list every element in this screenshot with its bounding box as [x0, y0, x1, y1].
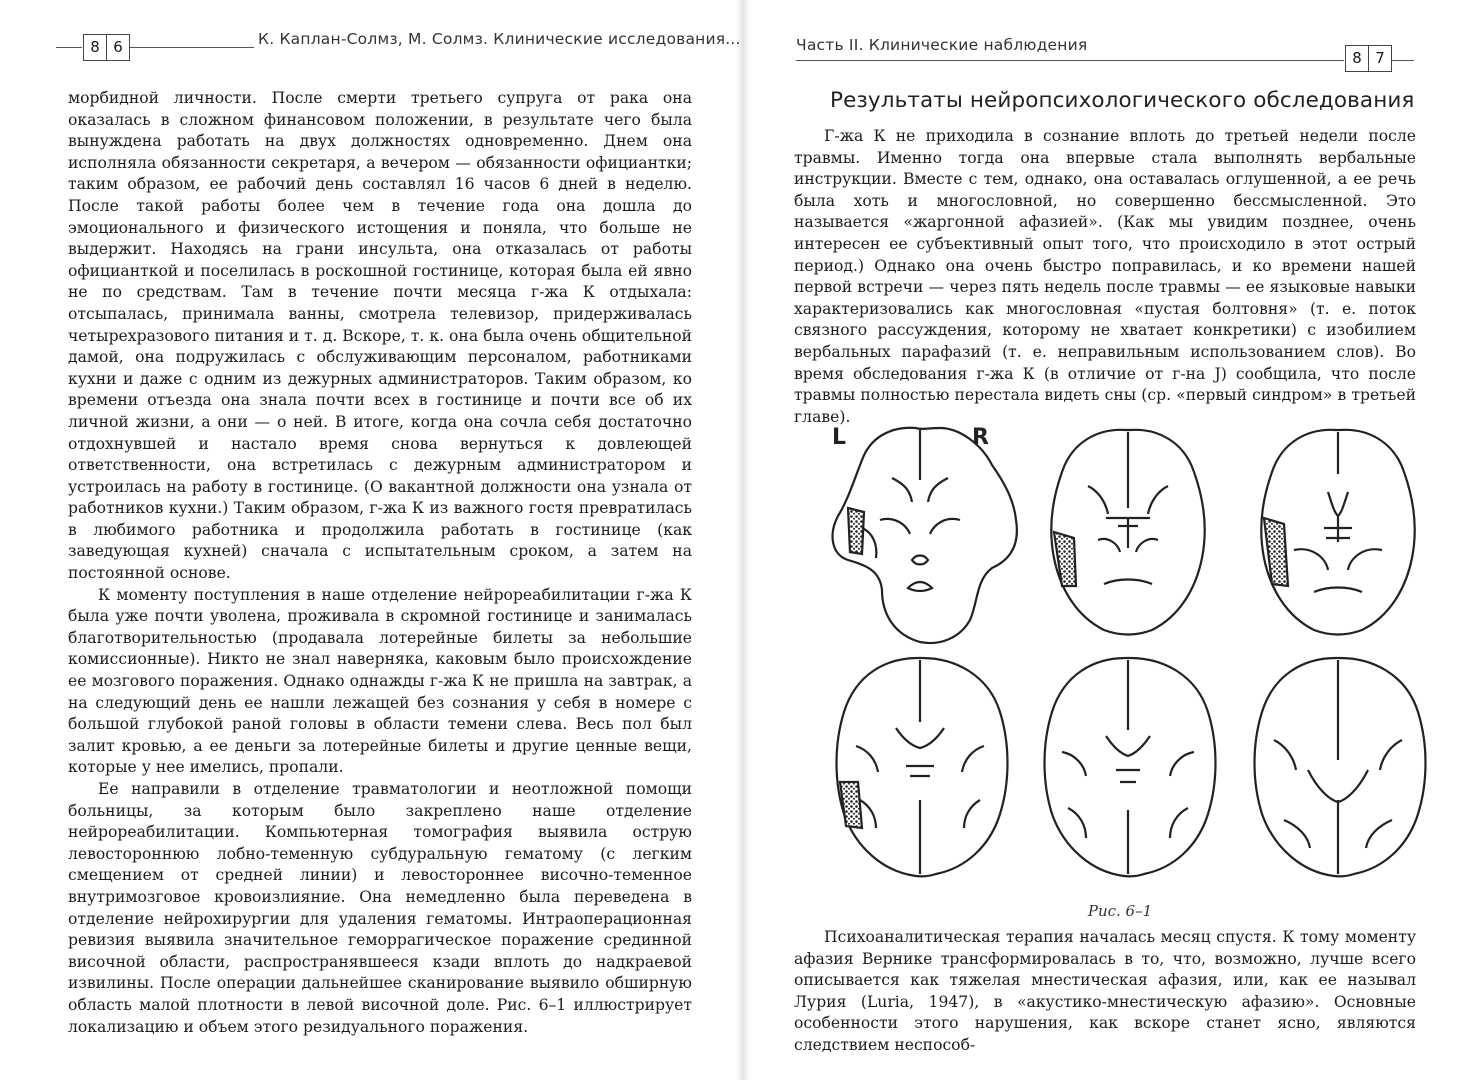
book-gutter: [736, 0, 750, 1080]
ct-slice: [1045, 658, 1216, 876]
brain-ct-figure: [820, 420, 1420, 920]
figure-label-left: L: [832, 425, 847, 450]
paragraph: К моменту поступления в наше отделение нейрореабилитации г-жа К была уже почти уволена, проживала в скромной гостинице и занималась благотворительностью (продавала лотерейные билеты за небольшие комиссионные). Никто не знал наверняка, каковым было происхождение ее мозгового поражения. Однако однажды г-жа К не пришла на завтрак, а на следующий день ее нашли лежащей без сознания у себя в номере с большой глубокой раной головы в области темени слева. Весь пол был залит кровью, а ее деньги за лотерейные билеты и другие ценные вещи, которые у нее имелись, пропали.: [68, 585, 692, 777]
running-head: К. Каплан-Солмз, М. Солмз. Клинические исследования...: [258, 30, 741, 48]
paragraph: Ее направили в отделение травматологии и неотложной помощи больницы, за которым было закреплено наше отделение нейрореабилитации. Компьютерная томография выявила острую левостороннюю лобно-теменную субдуральную гематому (с легким смещением от средней линии) и левостороннее височно-теменное внутримозговое кровоизлияние. Она немедленно была переведена в отделение нейрохирургии для удаления гематомы. Интраоперационная ревизия выявила значительное геморрагическое поражение срединной височной области, распространявшееся кзади вплоть до надкраевой извилины. После операции дальнейшее сканирование выявило обширную область малой плотности в левой височной доле. Рис. 6–1 иллюстрирует локализацию и объем этого резидуального поражения.: [68, 780, 692, 1036]
running-head: Часть II. Клинические наблюдения: [796, 36, 1088, 54]
header-rule: [796, 60, 1344, 61]
left-body-text: [68, 88, 692, 1038]
ct-slice: [1051, 430, 1205, 635]
section-title: Результаты нейропсихологического обследования: [830, 88, 1415, 113]
header-rule-left: [56, 47, 82, 48]
paragraph: Г-жа К не приходила в сознание вплоть до третьей недели после травмы. Именно тогда она впервые стала выполнять вербальные инструкции. Вместе с тем, однако, она оставалась оглушенной, а ее речь была хоть и многословной, но совершенно бессмысленной. Это называется «жаргонной афазией». (Как мы увидим позднее, очень интересен ее субъективный опыт того, что происходило в этот острый период.) Однако она очень быстро поправилась, и ко времени нашей первой встречи — через пять недель после травмы — ее языковые навыки характеризовались как многословная «пустая болтовня» (т. е. поток связного рассуждения, которому не хватает конкретики) с изобилием вербальных парафазий (т. е. неправильным использованием слов). Во время обследования г-жа К (в отличие от г-на J) сообщила, что после травмы полностью перестала видеть сны (ср. «первый синдром» в третьей главе).: [794, 127, 1416, 426]
header-rule-right: [1392, 60, 1414, 61]
paragraph: Психоаналитическая терапия началась месяц спустя. К тому моменту афазия Вернике трансформировалась в то, что, возможно, лучше всего описывается как тяжелая мнестическая афазия, или, как ее называл Лурия (Luria, 1947), в «акустико-мнестическую афазию». Основные особенности этого нарушения, как вскоре станет ясно, являются следствием неспособ-: [794, 928, 1416, 1054]
right-page-number: [1346, 45, 1392, 72]
ct-slice: [833, 428, 1017, 643]
page-digit: 8: [83, 34, 107, 61]
page-digit: 6: [106, 34, 130, 61]
right-body-text-bottom: [794, 927, 1416, 1057]
figure-label-right: R: [972, 425, 989, 450]
ct-slice: [1261, 430, 1415, 635]
right-page: [750, 0, 1484, 1080]
page-digit: 7: [1368, 45, 1392, 72]
ct-slice: [1255, 658, 1426, 876]
page-digit: 8: [1345, 45, 1369, 72]
figure-caption: Рис. 6–1: [1087, 902, 1153, 920]
ct-slice: [837, 658, 1008, 876]
right-body-text-top: [794, 126, 1416, 428]
paragraph: морбидной личности. После смерти третьего супруга от рака она оказалась в сложном финансовом положении, в результате чего была вынуждена работать на двух должностях одновременно. Днем она исполняла обязанности секретаря, а вечером — обязанности официантки; таким образом, ее рабочий день составлял 16 часов 6 дней в неделю. После такой работы более чем в течение года она дошла до эмоционального и физического истощения и поняла, что больше не выдержит. Находясь на грани инсульта, она отказалась от работы официанткой и поселилась в роскошной гостинице, которая была ей явно не по средствам. Там в течение почти месяца г-жа К отдыхала: отсыпалась, принимала ванны, смотрела телевизор, придерживалась четырехразового питания и т. д. Вскоре, т. к. она была очень общительной дамой, она подружилась с обслуживающим персоналом, работниками кухни и даже с одним из дежурных администраторов. Таким образом, ко времени отъезда она знала почти всех в гостинице и почти все об их личной жизни, а они — о ней. В итоге, когда она сочла себя достаточно отдохнувшей и настало время снова вернуться к довлеющей ответственности, она встретилась с дежурным администратором и устроилась на работу в гостинице. (О вакантной должности она узнала от работников кухни.) Таким образом, г-жа К из важного гостя превратилась в любимого работника и продолжила работать в гостинице (как заведующая кухней) сначала с испытательным сроком, а затем на постоянной основе.: [68, 89, 692, 583]
left-page: [0, 0, 741, 1080]
left-page-number: [84, 34, 130, 61]
header-rule-mid: [130, 47, 254, 48]
